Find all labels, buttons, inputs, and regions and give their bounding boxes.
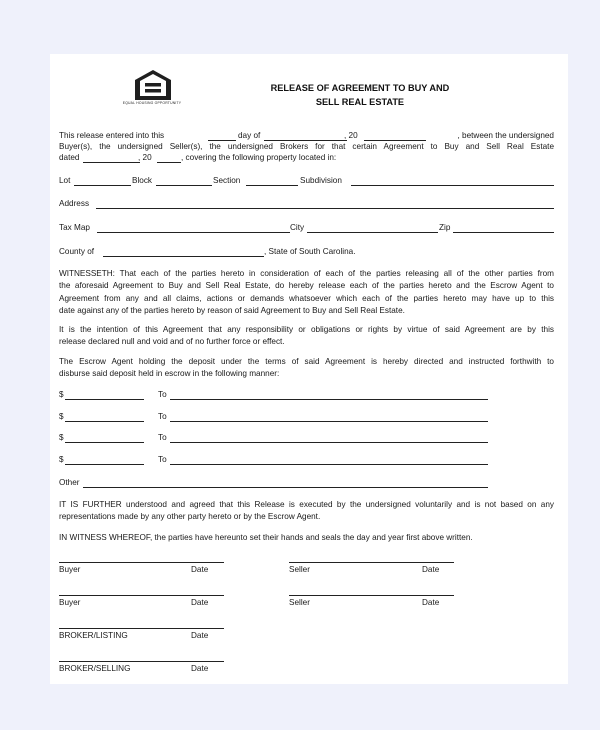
broker-listing-signature-line[interactable] xyxy=(59,628,224,629)
witnesseth-line-1: WITNESSETH: That each of the parties hereto in consideration of each of the parties releasing all of the other parties from xyxy=(59,269,554,278)
state-text: , State of South Carolina. xyxy=(264,247,356,256)
intro-text-1: This release entered into this xyxy=(59,131,165,140)
intro-text-5: dated xyxy=(59,153,80,162)
amount-field[interactable] xyxy=(65,399,144,400)
payee-to-label: To xyxy=(158,433,167,442)
seller-label: Seller xyxy=(289,598,310,607)
intro-day-blank[interactable] xyxy=(208,140,236,141)
lot-field[interactable] xyxy=(74,185,131,186)
escrow-paragraph xyxy=(59,356,554,381)
further-paragraph xyxy=(59,499,554,524)
intro-text-2: day of xyxy=(238,131,261,140)
seller-signature-line[interactable] xyxy=(289,562,454,563)
date-label: Date xyxy=(191,565,209,574)
witnesseth-line-2: the aforesaid Agreement to Buy and Sell Real Estate, do hereby release each of the parties hereto and the Escrow Agent to xyxy=(59,281,554,291)
amount-dollar-sign: $ xyxy=(59,433,64,442)
escrow-line-2: disburse said deposit held in escrow in the following manner: xyxy=(59,369,280,379)
amount-dollar-sign: $ xyxy=(59,390,64,399)
intro-text-7: , covering the following property located in: xyxy=(181,153,337,162)
other-label: Other xyxy=(59,478,80,487)
date-label: Date xyxy=(422,565,440,574)
address-label: Address xyxy=(59,199,90,208)
date-label: Date xyxy=(422,598,440,607)
payee-to-label: To xyxy=(158,412,167,421)
further-line-2: representations made by any other party hereto or by the Escrow Agent. xyxy=(59,512,321,522)
amount-field[interactable] xyxy=(65,442,144,443)
seller-signature-line[interactable] xyxy=(289,595,454,596)
equal-housing-logo-icon xyxy=(130,66,176,114)
witnesseth-line-3: Agreement from any and all claims, actions or demands whatsoever which each of the parties hereto may have up to this xyxy=(59,293,554,303)
intention-paragraph xyxy=(59,324,554,349)
zip-field[interactable] xyxy=(453,232,554,233)
date-label: Date xyxy=(191,598,209,607)
payee-to-label: To xyxy=(158,455,167,464)
amount-field[interactable] xyxy=(65,464,144,465)
broker-selling-signature-line[interactable] xyxy=(59,661,224,662)
intro-line-2: Buyer(s), the undersigned Seller(s), the undersigned Brokers for that certain Agreement to Buy and Sell Real Estate xyxy=(59,142,554,151)
document-page xyxy=(50,54,568,684)
witness-statement: IN WITNESS WHEREOF, the parties have hereunto set their hands and seals the day and year first above written. xyxy=(59,533,473,542)
amount-dollar-sign: $ xyxy=(59,455,64,464)
payee-field[interactable] xyxy=(170,442,488,443)
subdivision-field[interactable] xyxy=(351,185,554,186)
seller-label: Seller xyxy=(289,565,310,574)
county-field[interactable] xyxy=(103,256,264,257)
tax-map-field[interactable] xyxy=(97,232,290,233)
escrow-line-1: The Escrow Agent holding the deposit under the terms of said Agreement is hereby directed and instructed forthwith to xyxy=(59,357,554,366)
intro-text-4: , between the undersigned xyxy=(457,131,554,140)
witnesseth-line-4: date against any of the parties hereto by reason of said Agreement to Buy and Sell Real Estate. xyxy=(59,306,405,316)
intention-line-1: It is the intention of this Agreement that any responsibility or obligations or rights by virtue of said Agreement are by this xyxy=(59,325,554,334)
amount-field[interactable] xyxy=(65,421,144,422)
intro-dated-blank[interactable] xyxy=(83,162,140,163)
tax-map-label: Tax Map xyxy=(59,223,90,232)
intro-dated-year-blank[interactable] xyxy=(157,162,181,163)
city-field[interactable] xyxy=(307,232,438,233)
date-label: Date xyxy=(191,631,209,640)
county-label: County of xyxy=(59,247,95,256)
buyer-label: Buyer xyxy=(59,598,81,607)
payee-field[interactable] xyxy=(170,464,488,465)
document-title-line-1: RELEASE OF AGREEMENT TO BUY AND xyxy=(270,83,450,93)
city-label: City xyxy=(290,223,305,232)
zip-label: Zip xyxy=(439,223,451,232)
intro-year-blank[interactable] xyxy=(364,140,426,141)
buyer-label: Buyer xyxy=(59,565,81,574)
intention-line-2: release declared null and void and of no further force or effect. xyxy=(59,337,285,347)
intro-text-3: , 20 xyxy=(344,131,358,140)
section-field[interactable] xyxy=(246,185,298,186)
broker-selling-label: BROKER/SELLING xyxy=(59,664,131,673)
intro-text-6: , 20 xyxy=(138,153,152,162)
section-label: Section xyxy=(213,176,241,185)
intro-month-blank[interactable] xyxy=(264,140,347,141)
other-field[interactable] xyxy=(83,487,488,488)
document-title-line-2: SELL REAL ESTATE xyxy=(315,97,405,107)
payee-field[interactable] xyxy=(170,421,488,422)
block-field[interactable] xyxy=(156,185,212,186)
buyer-signature-line[interactable] xyxy=(59,562,224,563)
logo-caption: EQUAL HOUSING OPPORTUNITY xyxy=(122,101,182,105)
address-field[interactable] xyxy=(96,208,554,209)
payee-to-label: To xyxy=(158,390,167,399)
date-label: Date xyxy=(191,664,209,673)
buyer-signature-line[interactable] xyxy=(59,595,224,596)
subdivision-label: Subdivision xyxy=(300,176,342,185)
block-label: Block xyxy=(132,176,153,185)
witnesseth-paragraph xyxy=(59,268,554,318)
payee-field[interactable] xyxy=(170,399,488,400)
lot-label: Lot xyxy=(59,176,71,185)
broker-listing-label: BROKER/LISTING xyxy=(59,631,128,640)
amount-dollar-sign: $ xyxy=(59,412,64,421)
further-line-1: IT IS FURTHER understood and agreed that this Release is executed by the undersigned voluntarily and is not based on any xyxy=(59,500,554,509)
